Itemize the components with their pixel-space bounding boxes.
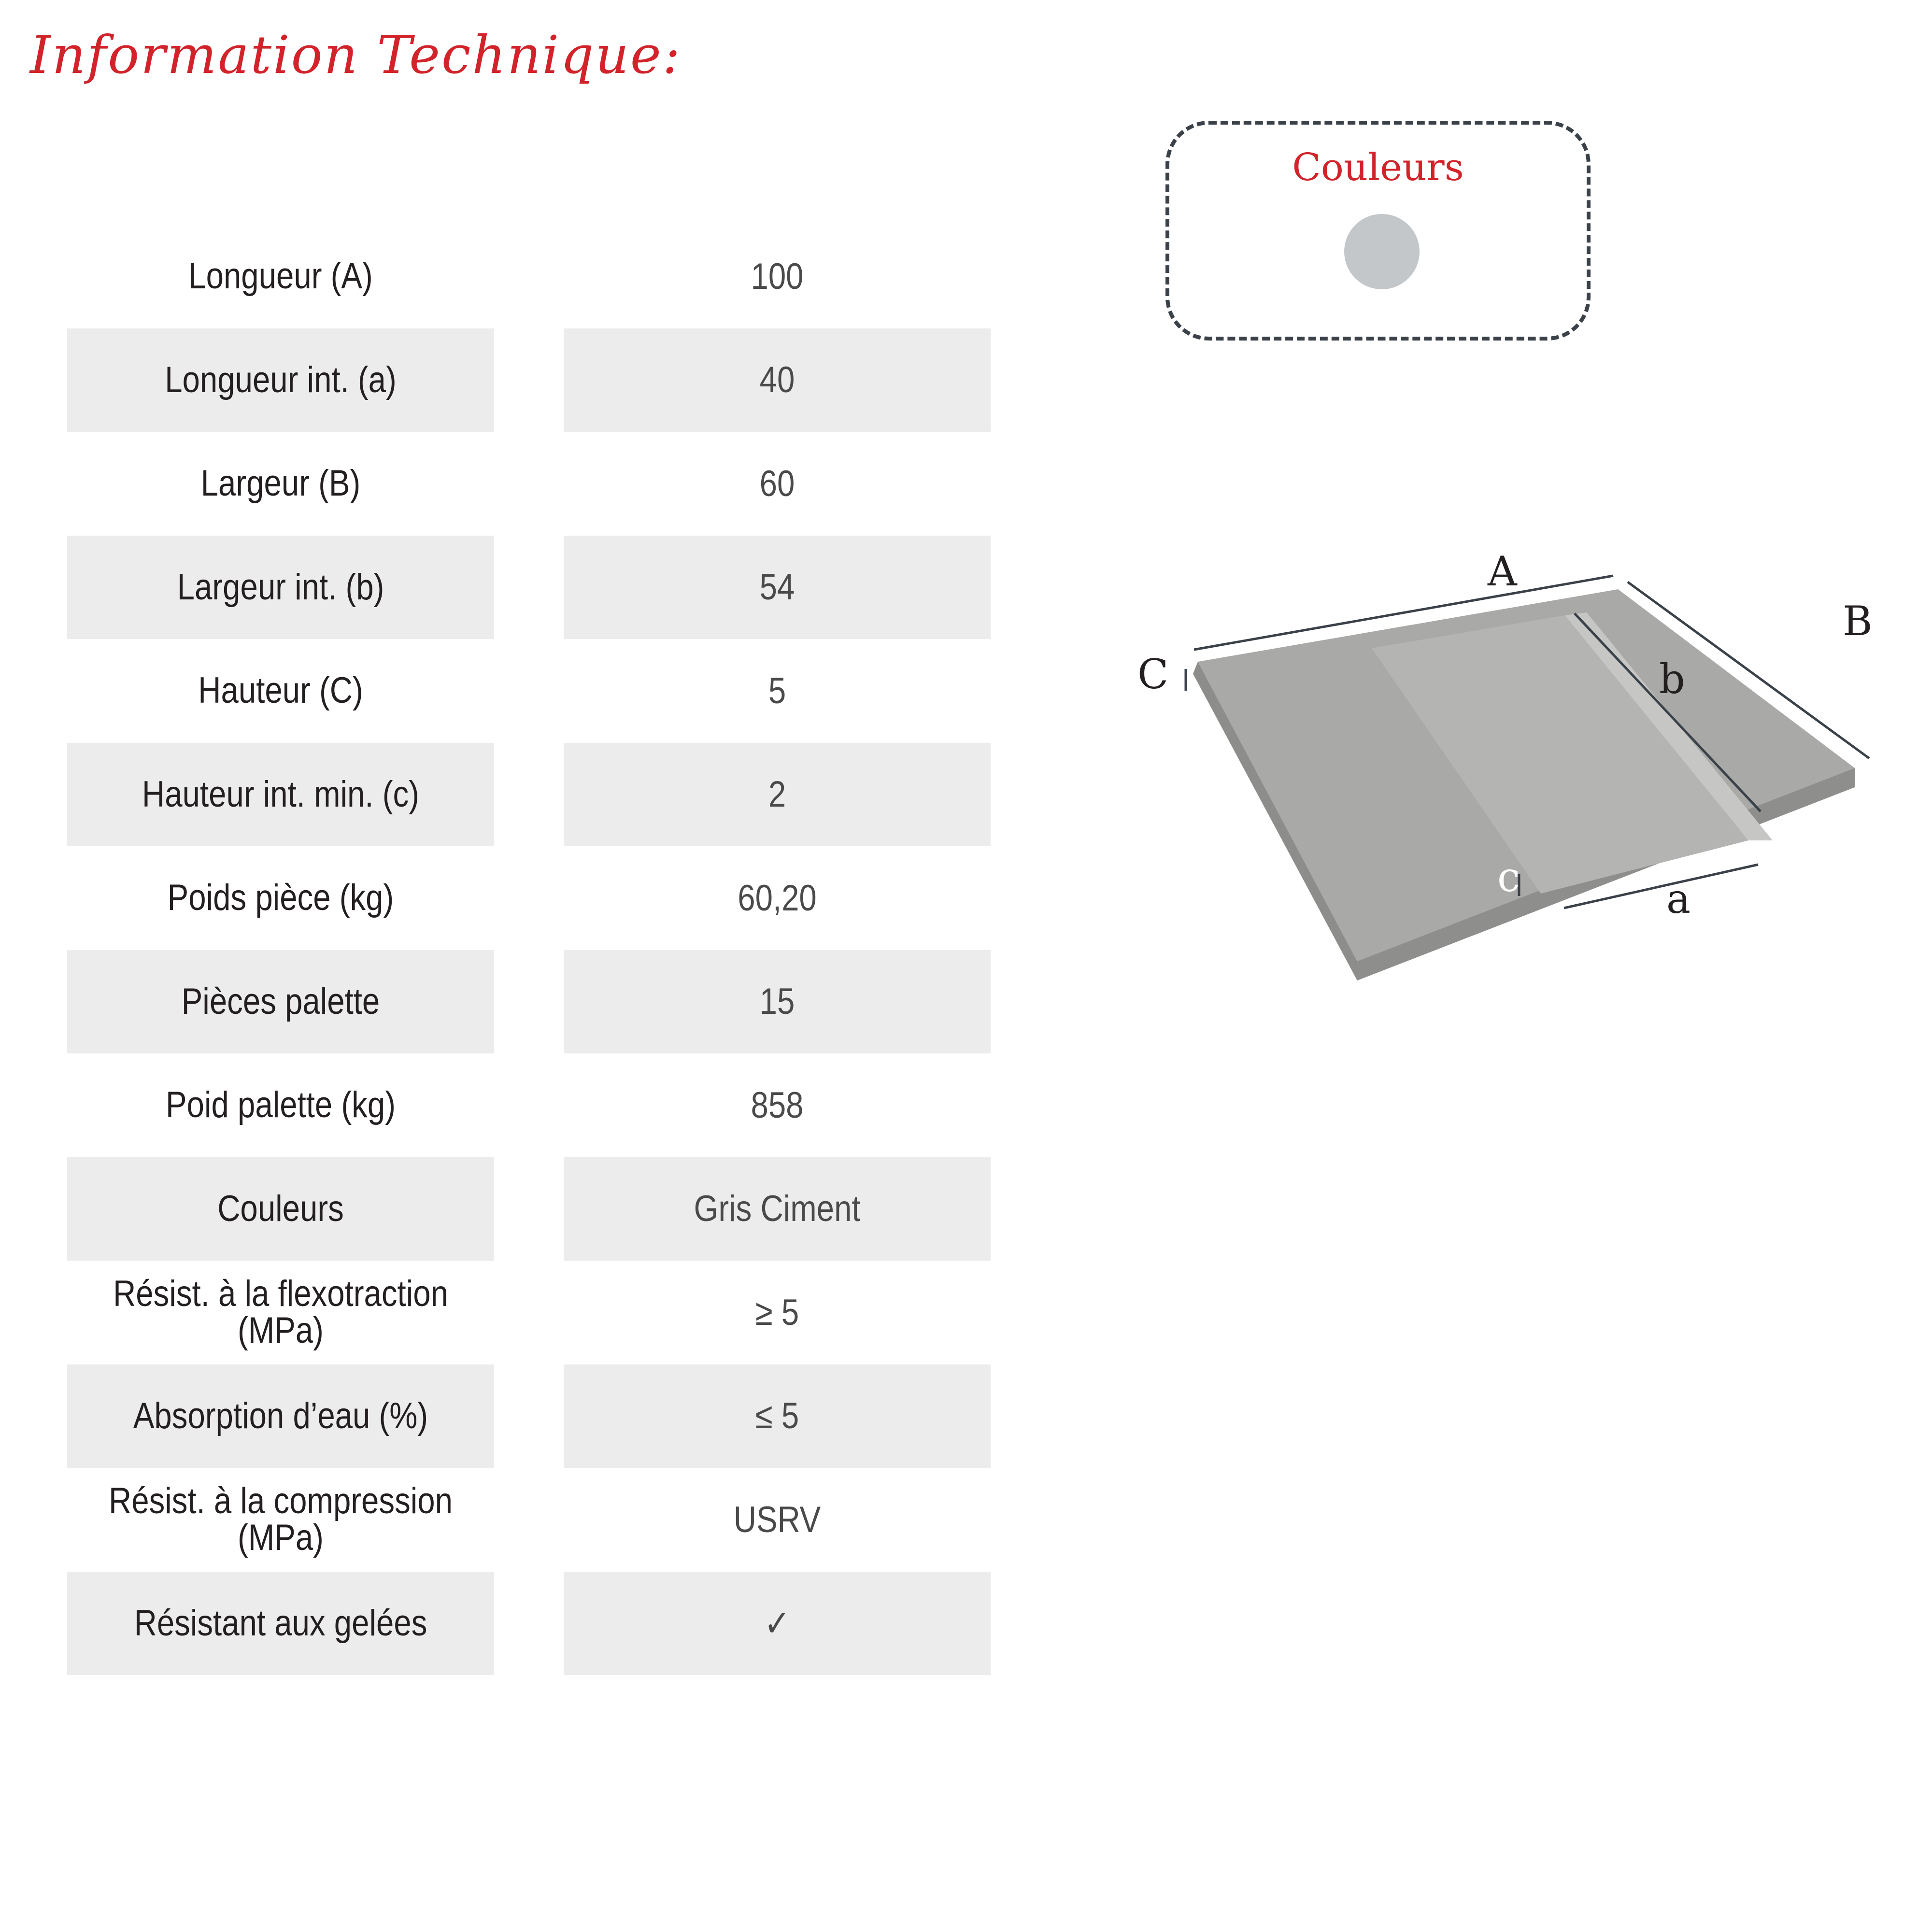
checkmark-icon: ✓ [564,1572,991,1676]
spec-label: Résistant aux gelées [67,1572,494,1676]
spec-label: Largeur int. (b) [67,536,494,639]
spec-label: Poid palette (kg) [67,1053,494,1157]
table-row [32,950,1025,1054]
table-row [32,432,1025,536]
spec-value: 858 [564,1053,991,1157]
spec-value: 54 [564,536,991,639]
table-row [32,743,1025,847]
product-diagram [1111,531,1908,990]
spec-value: ≤ 5 [564,1364,991,1468]
spec-value: Gris Ciment [564,1157,991,1261]
table-row [32,1364,1025,1468]
spec-label: Largeur (B) [67,432,494,536]
spec-table [32,225,1025,1675]
color-swatch [1344,214,1420,289]
spec-value: 60 [564,432,991,536]
spec-value: 100 [564,225,991,328]
spec-label: Hauteur (C) [67,639,494,743]
spec-label: Hauteur int. min. (c) [67,743,494,847]
dim-label-C: C [1137,651,1169,698]
colors-title: Couleurs [1292,146,1464,189]
table-row [32,639,1025,743]
spec-value: 15 [564,950,991,1054]
table-row [32,328,1025,432]
spec-label: Absorption d’eau (%) [67,1364,494,1468]
dim-label-b: b [1659,655,1685,703]
table-row [32,846,1025,950]
spec-value: 5 [564,639,991,743]
table-row [32,536,1025,639]
dim-label-A: A [1488,548,1517,595]
table-row [32,1572,1025,1676]
table-row [32,1261,1025,1364]
table-row [32,1053,1025,1157]
spec-label: Longueur int. (a) [67,328,494,432]
dim-label-c: c [1497,853,1520,901]
dim-label-B: B [1843,597,1873,645]
spec-label: Longueur (A) [67,225,494,328]
spec-label: Résist. à la compression (MPa) [67,1468,494,1572]
spec-label: Pièces palette [67,950,494,1054]
spec-value: 40 [564,328,991,432]
table-row [32,1468,1025,1572]
spec-label: Poids pièce (kg) [67,846,494,950]
dim-label-a: a [1666,875,1691,923]
table-row [32,225,1025,328]
spec-value: 2 [564,743,991,847]
spec-value: 60,20 [564,846,991,950]
spec-value: USRV [564,1468,991,1572]
spec-label: Couleurs [67,1157,494,1261]
colors-box [1165,121,1591,341]
table-row [32,1157,1025,1261]
spec-label: Résist. à la flexotraction (MPa) [67,1261,494,1364]
page-title: Information Technique: [30,25,682,85]
spec-value: ≥ 5 [564,1261,991,1364]
